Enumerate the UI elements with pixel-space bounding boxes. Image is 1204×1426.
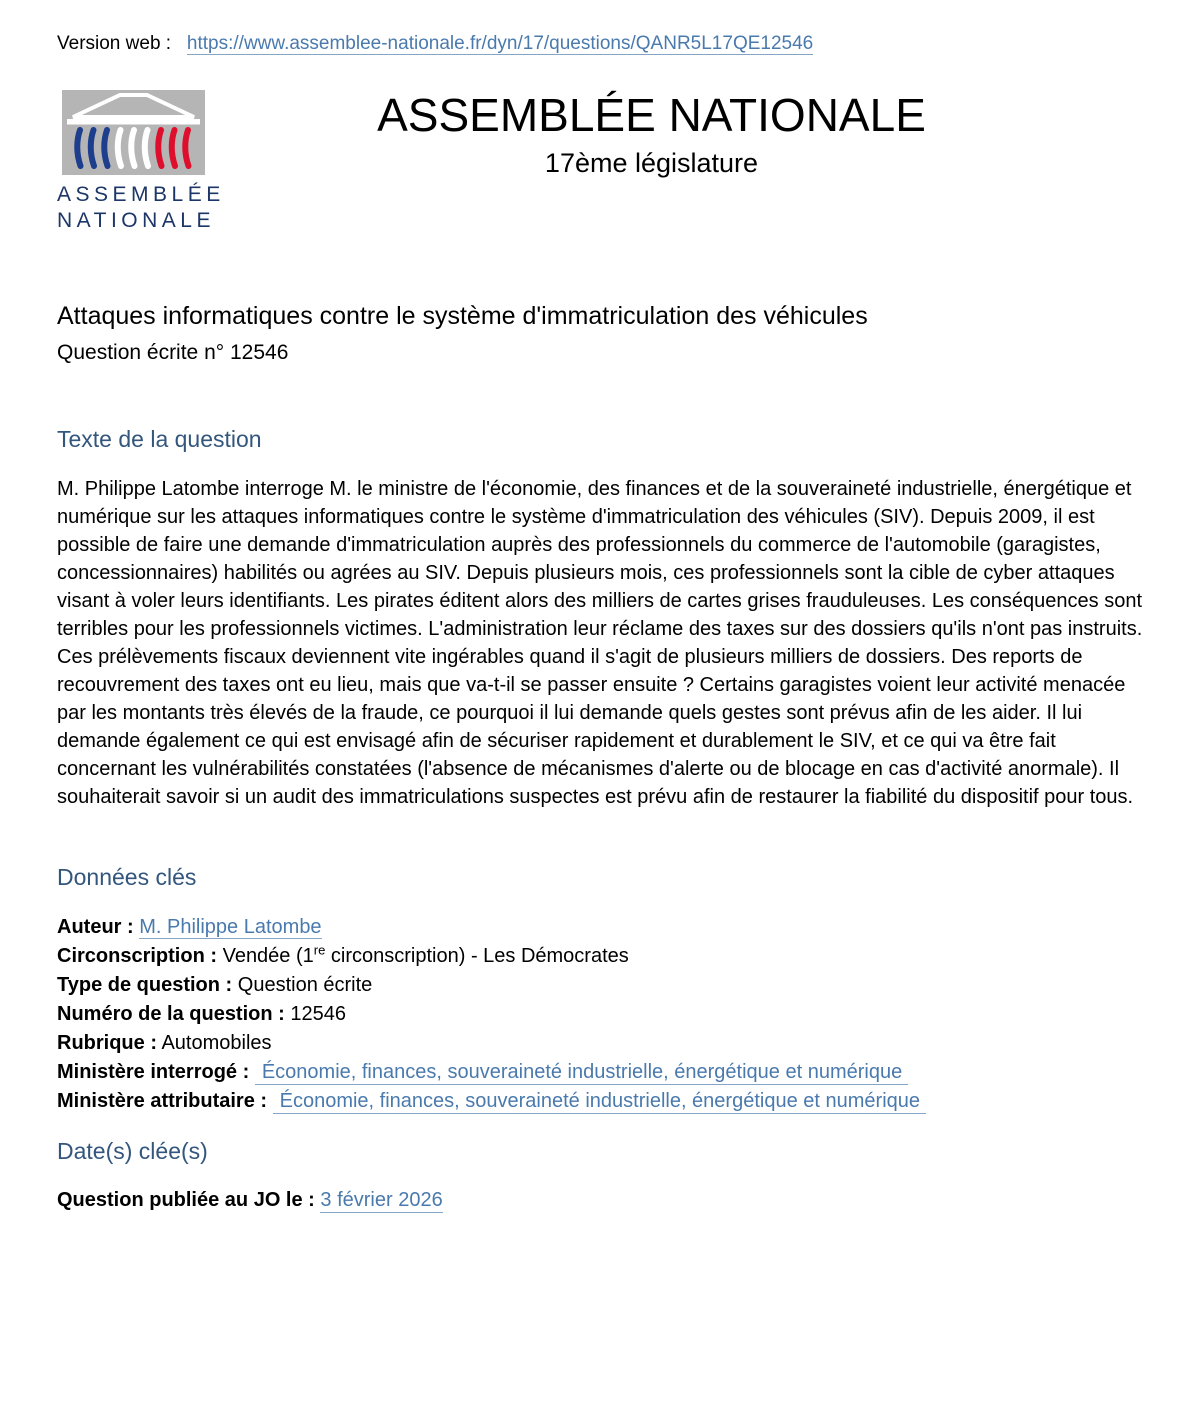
logo-wordmark <box>57 182 225 234</box>
field-row-ministere-interroge <box>57 1058 1150 1087</box>
field-label: Rubrique : <box>57 1032 157 1054</box>
field-row-ministere-attributaire <box>57 1087 1150 1116</box>
publication-date-label: Question publiée au JO le : <box>57 1189 315 1211</box>
key-data-list <box>57 913 1150 1116</box>
field-row-numero <box>57 1000 1150 1029</box>
author-link[interactable]: M. Philippe Latombe <box>139 916 322 938</box>
field-label: Numéro de la question : <box>57 1003 285 1025</box>
section-heading-donnees: Données clés <box>57 864 197 890</box>
field-row-circonscription <box>57 942 1150 971</box>
field-value: Vendée (1re circonscription) - Les Démocrates <box>222 942 629 967</box>
question-body-text: M. Philippe Latombe interroge M. le ministre de l'économie, des finances et de la souveraineté industrielle, énergétique et numérique sur les attaques informatiques contre le système d'immatriculation des véhicules (SIV). Depuis 2009, il est possible de faire une demande d'immatriculation auprès des professionnels du commerce de l'automobile (garagistes, concessionnaires) habilités ou agrées au SIV. Depuis plusieurs mois, ces professionnels sont la cible de cyber attaques visant à voler leurs identifiants. Les pirates éditent alors des milliers de cartes grises frauduleuses. Les conséquences sont terribles pour les professionnels victimes. L'administration leur réclame des taxes sur des dossiers qu'ils n'ont pas instruits. Ces prélèvements fiscaux deviennent vite ingérables quand il s'agit de plusieurs milliers de dossiers. Des reports de recouvrement des taxes ont eu lieu, mais que va-t-il se passer ensuite ? Certains garagistes voient leur activité menacée par les montants très élevés de la fraude, ce pourquoi il lui demande quels gestes sont prévus afin de les aider. Il lui demande également ce qui est envisagé afin de sécuriser rapidement et durablement le SIV, et ce qui va être fait concernant les vulnérabilités constatées (l'absence de mécanismes d'alerte ou de blocage en cas d'activité anormale). Il souhaiterait savoir si un audit des immatriculations suspectes est prévu afin de restaurer la fiabilité du dispositif pour tous. <box>57 478 1143 808</box>
section-heading-dates: Date(s) clée(s) <box>57 1138 208 1164</box>
field-row-auteur <box>57 913 1150 942</box>
ordinal-superscript: re <box>313 942 326 958</box>
field-value: Automobiles <box>161 1032 272 1054</box>
question-number: Question écrite n° 12546 <box>57 341 289 364</box>
field-label: Ministère attributaire : <box>57 1090 268 1112</box>
field-row-type <box>57 971 1150 1000</box>
field-row-rubrique <box>57 1029 1150 1058</box>
version-url-link[interactable]: https://www.assemblee-nationale.fr/dyn/17/questions/QANR5L17QE12546 <box>186 33 814 54</box>
publication-date-link[interactable]: 3 février 2026 <box>320 1189 443 1211</box>
field-label: Type de question : <box>57 974 233 996</box>
field-label: Auteur : <box>57 916 134 938</box>
logo-line2: NATIONALE <box>57 209 215 232</box>
logo-line1: ASSEMBLÉE <box>57 183 225 206</box>
legislature-subtitle: 17ème législature <box>544 148 759 178</box>
assemblee-nationale-logo <box>57 90 225 234</box>
section-heading-texte: Texte de la question <box>57 426 262 452</box>
header <box>57 88 1150 260</box>
field-label: Circonscription : <box>57 945 218 967</box>
ministere-attributaire-link[interactable]: Économie, finances, souveraineté industrielle, énergétique et numérique <box>273 1090 926 1114</box>
version-label: Version web : <box>57 33 172 54</box>
publication-date-line <box>57 1186 1150 1215</box>
page <box>0 32 1204 1215</box>
ministere-interroge-link[interactable]: Économie, finances, souveraineté industrielle, énergétique et numérique <box>255 1061 908 1085</box>
title-block <box>153 88 1150 180</box>
version-line <box>57 32 1150 56</box>
field-label: Ministère interrogé : <box>57 1061 250 1083</box>
field-value: 12546 <box>290 1003 346 1025</box>
page-title: ASSEMBLÉE NATIONALE <box>377 89 926 141</box>
logo-pediment-columns-icon <box>62 90 205 175</box>
field-value: Question écrite <box>237 974 373 996</box>
question-title: Attaques informatiques contre le système d'immatriculation des véhicules <box>57 302 868 330</box>
